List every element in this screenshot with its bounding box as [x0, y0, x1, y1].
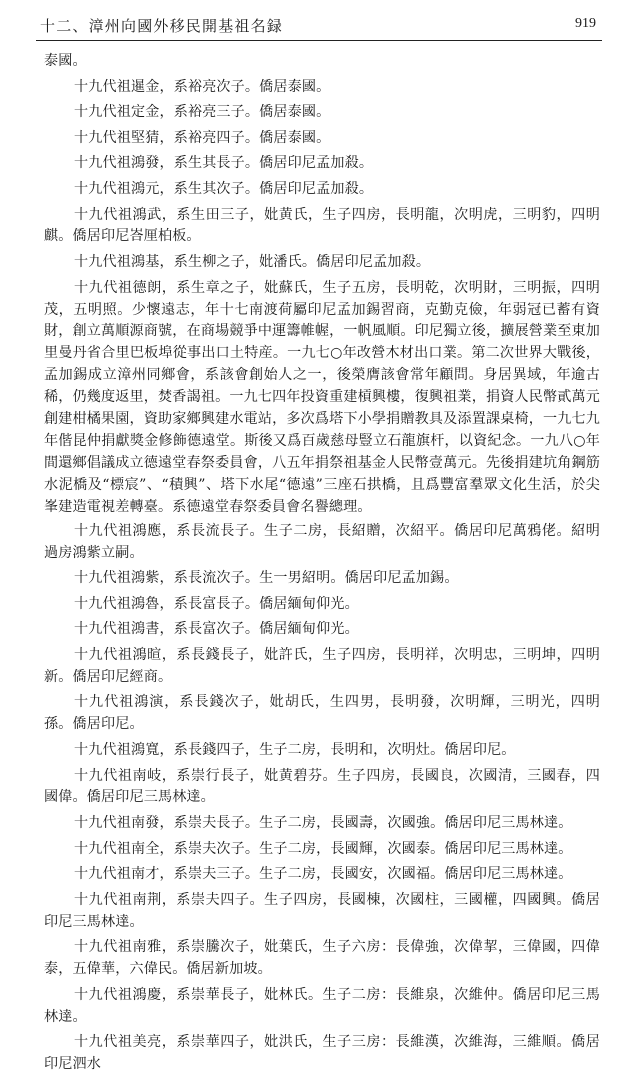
paragraph: 十九代祖南荆，系崇夫四子。生子四房，長國棟，次國柱，三國權，四國興。僑居印尼三馬林達。: [44, 891, 600, 930]
paragraph: 十九代祖暹金，系裕亮次子。僑居泰國。: [74, 78, 331, 95]
paragraph: 十九代祖南岐，系崇行長子，妣黄碧芬。生子四房，長國良，次國清，三國春，四國偉。僑居印尼三馬林達。: [44, 767, 600, 806]
paragraph: 十九代祖南才，系崇夫三子。生子二房，長國安，次國福。僑居印尼三馬林達。: [74, 866, 573, 883]
paragraph-continuation: 泰國。: [44, 53, 87, 69]
paragraph: 十九代祖堅猜，系裕亮四子。僑居泰國。: [74, 129, 331, 146]
paragraph: 十九代祖鴻基，系生柳之子，妣潘氏。僑居印尼孟加殺。: [74, 254, 431, 271]
paragraph: 十九代祖美亮，系崇華四子，妣洪氏，生子三房：長維漢，次維海，三維順。僑居印尼泗水: [44, 1034, 600, 1073]
paragraph: 十九代祖南全，系崇夫次子。生子二房，長國輝，次國泰。僑居印尼三馬林達。: [74, 840, 573, 857]
paragraph: 十九代祖鴻應，系長流長子。生子二房，長紹贈，次紹平。僑居印尼萬鴉佬。紹明過房鴻紫立嗣。: [44, 522, 600, 561]
paragraph: 十九代祖南雅，系崇騰次子，妣葉氏，生子六房：長偉強，次偉挈，三偉國，四偉泰，五偉華，六偉民。僑居新加坡。: [44, 939, 600, 978]
paragraph: 十九代祖鴻演，系長錢次子，妣胡氏，生四男，長明發，次明輝，三明光，四明孫。僑居印尼。: [44, 694, 600, 733]
paragraph: 十九代祖鴻武，系生田三子，妣黄氏，生子四房，長明龍，次明虎，三明豹，四明麒。僑居印尼峇厘柏板。: [44, 206, 600, 245]
running-header: [36, 0, 602, 41]
chapter-title: 十二、漳州向國外移民開基祖名録: [40, 17, 284, 35]
paragraph: 十九代祖鴻魯，系長富長子。僑居緬甸仰光。: [74, 595, 359, 612]
paragraph: 十九代祖鴻寬，系長錢四子，生子二房，長明和，次明灶。僑居印尼。: [74, 741, 516, 758]
paragraph: 十九代祖鴻紫，系長流次子。生一男紹明。僑居印尼孟加錫。: [74, 570, 459, 587]
paragraph: 十九代祖鴻慶，系崇華長子，妣林氏。生子二房：長維泉，次維仲。僑居印尼三馬林達。: [44, 986, 600, 1025]
page-number: 919: [575, 16, 596, 31]
page-body: [44, 51, 600, 1080]
paragraph: 十九代祖鴻書，系長富次子。僑居緬甸仰光。: [74, 621, 359, 638]
paragraph-biography: 十九代祖德朗，系生章之子，妣蘇氏，生子五房，長明乾，次明財，三明振，四明茂，五明照。少懷遠志，年十七南渡荷屬印尼孟加錫習商，克勤克儉，年弱冠已蓄有資財，創立萬順源商號，在商場競爭中運籌帷幄，一帆風順。印尼獨立後，擴展營業至東加里曼丹省合里巴板埠從事出口土特産。一九七○年改營木材出口業。第二次世界大戰後，孟加錫成立漳州同鄉會，系該會創始人之一，後榮膺該會常年顧問。身居異域，年逾古稀，仍幾度返里，焚香謁祖。一九七四年投資重建槓興樓，復興祖業，捐資人民幣貳萬元創建柑橘果園，資助家鄉興建水電站，多次爲塔下小學捐贈教具及添置課桌椅，一九七九年偕昆仲捐獻獎金修飾德遠堂。斯後又爲百歲慈母豎立石龍旗杆，以資紀念。一九八○年間還鄉倡議成立德遠堂春祭委員會，八五年捐祭祖基金人民幣壹萬元。先後捐建坑角鋼筋水泥橋及“標宸”、“積興”、塔下水尾“德遠”三座石拱橋，且爲豐富羣眾文化生活，於尖峯建造電視差轉臺。系德遠堂春祭委員會名譽總理。: [44, 279, 600, 515]
paragraph: 十九代祖鴻發，系生其長子。僑居印尼孟加殺。: [74, 155, 374, 172]
paragraph: 十九代祖南發，系崇夫長子。生子二房，長國壽，次國強。僑居印尼三馬林達。: [74, 815, 573, 831]
paragraph: 十九代祖鴻元，系生其次子。僑居印尼孟加殺。: [74, 180, 374, 197]
paragraph: 十九代祖鴻暄，系長錢長子，妣許氏，生子四房，長明祥，次明忠，三明坤，四明新。僑居印尼經商。: [44, 646, 600, 685]
paragraph: 十九代祖定金，系裕亮三子。僑居泰國。: [74, 104, 331, 121]
